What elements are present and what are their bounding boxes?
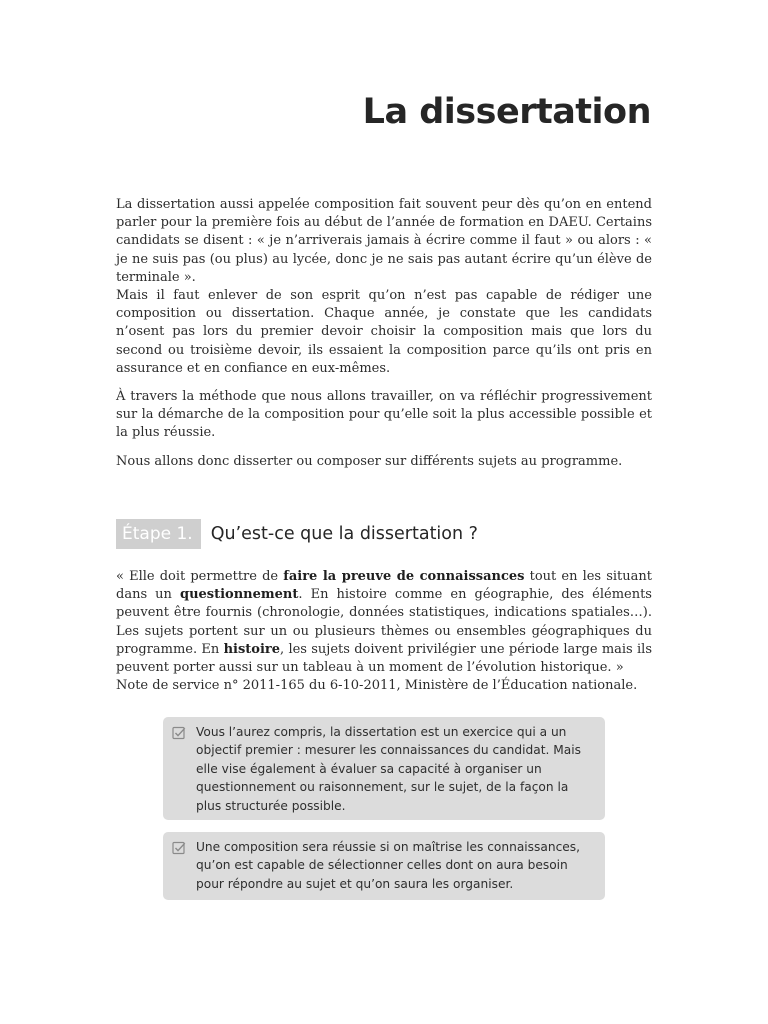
quote-source: Note de service n° 2011-165 du 6-10-2011, Ministère de l’Éducation nationale. xyxy=(116,678,638,694)
quote-text-4: , les sujets doivent privilégier une période large mais ils peuvent porter aussi sur un tableau à un moment de l’évolution historique. » xyxy=(116,641,652,676)
step-title: Qu’est-ce que la dissertation ? xyxy=(210,524,478,544)
quote-text-2: tout en les situant dans un xyxy=(116,569,652,603)
quote-bold-1: faire la preuve de connaissances xyxy=(283,569,525,584)
note-text-2: Une composition sera réussie si on maîtrise les connaissances, qu’on est capable de sélectionner celles dont on aura besoin pour répondre au sujet et qu’on saura les organiser. xyxy=(196,840,580,891)
intro-paragraph-1: La dissertation aussi appelée composition fait souvent peur dès qu’on en entend parler pour la première fois au début de l’année de formation en DAEU. Certains candidats se disent : « je n’arriverais jamais à écrire comme il faut » ou alors : « je ne suis pas (ou plus) au lycée, donc je ne sais pas autant écrire qu’un élève de terminale ». xyxy=(116,197,652,285)
intro-paragraph-4: Nous allons donc disserter ou composer sur différents sujets au programme. xyxy=(116,453,623,469)
note-box-1 xyxy=(163,717,605,820)
intro-paragraph-2: Mais il faut enlever de son esprit qu’on n’est pas capable de rédiger une composition ou dissertation. Chaque année, je constate que les candidats n’osent pas lors du premier devoir choisir la composition mais que lors du second ou troisième devoir, ils essaient la composition parce qu’ils ont pris en assurance et en confiance en eux-mêmes. xyxy=(116,288,652,376)
step-badge: Étape 1. xyxy=(116,519,201,549)
page-title: La dissertation xyxy=(362,92,651,132)
intro-paragraph-3: À travers la méthode que nous allons travailler, on va réfléchir progressivement sur la démarche de la composition pour qu’elle soit la plus accessible possible et la plus réussie. xyxy=(116,389,652,441)
intro-section xyxy=(116,196,652,481)
quote-section xyxy=(116,568,652,695)
quote-text-1: « Elle doit permettre de xyxy=(116,569,284,584)
quote-bold-2: questionnement xyxy=(179,587,299,603)
note-box-2 xyxy=(163,832,605,900)
quote-text-3: . En histoire comme en géographie, des éléments peuvent être fournis (chronologie, données statistiques, indications spatiales…). Les sujets portent sur un ou plusieurs thèmes ou ensembles géographiques du programme. En xyxy=(116,587,652,657)
note-text-1: Vous l’aurez compris, la dissertation est un exercice qui a un objectif premier : mesurer les connaissances du candidat. Mais elle vise également à évaluer sa capacité à organiser un questionnement ou raisonnement, sur le sujet, de la façon la plus structurée possible. xyxy=(196,725,581,813)
checkbox-icon xyxy=(172,726,186,740)
quote-paragraph xyxy=(116,568,652,677)
checkbox-icon xyxy=(172,841,186,855)
step-heading xyxy=(116,519,478,549)
quote-bold-3: histoire xyxy=(223,641,281,657)
